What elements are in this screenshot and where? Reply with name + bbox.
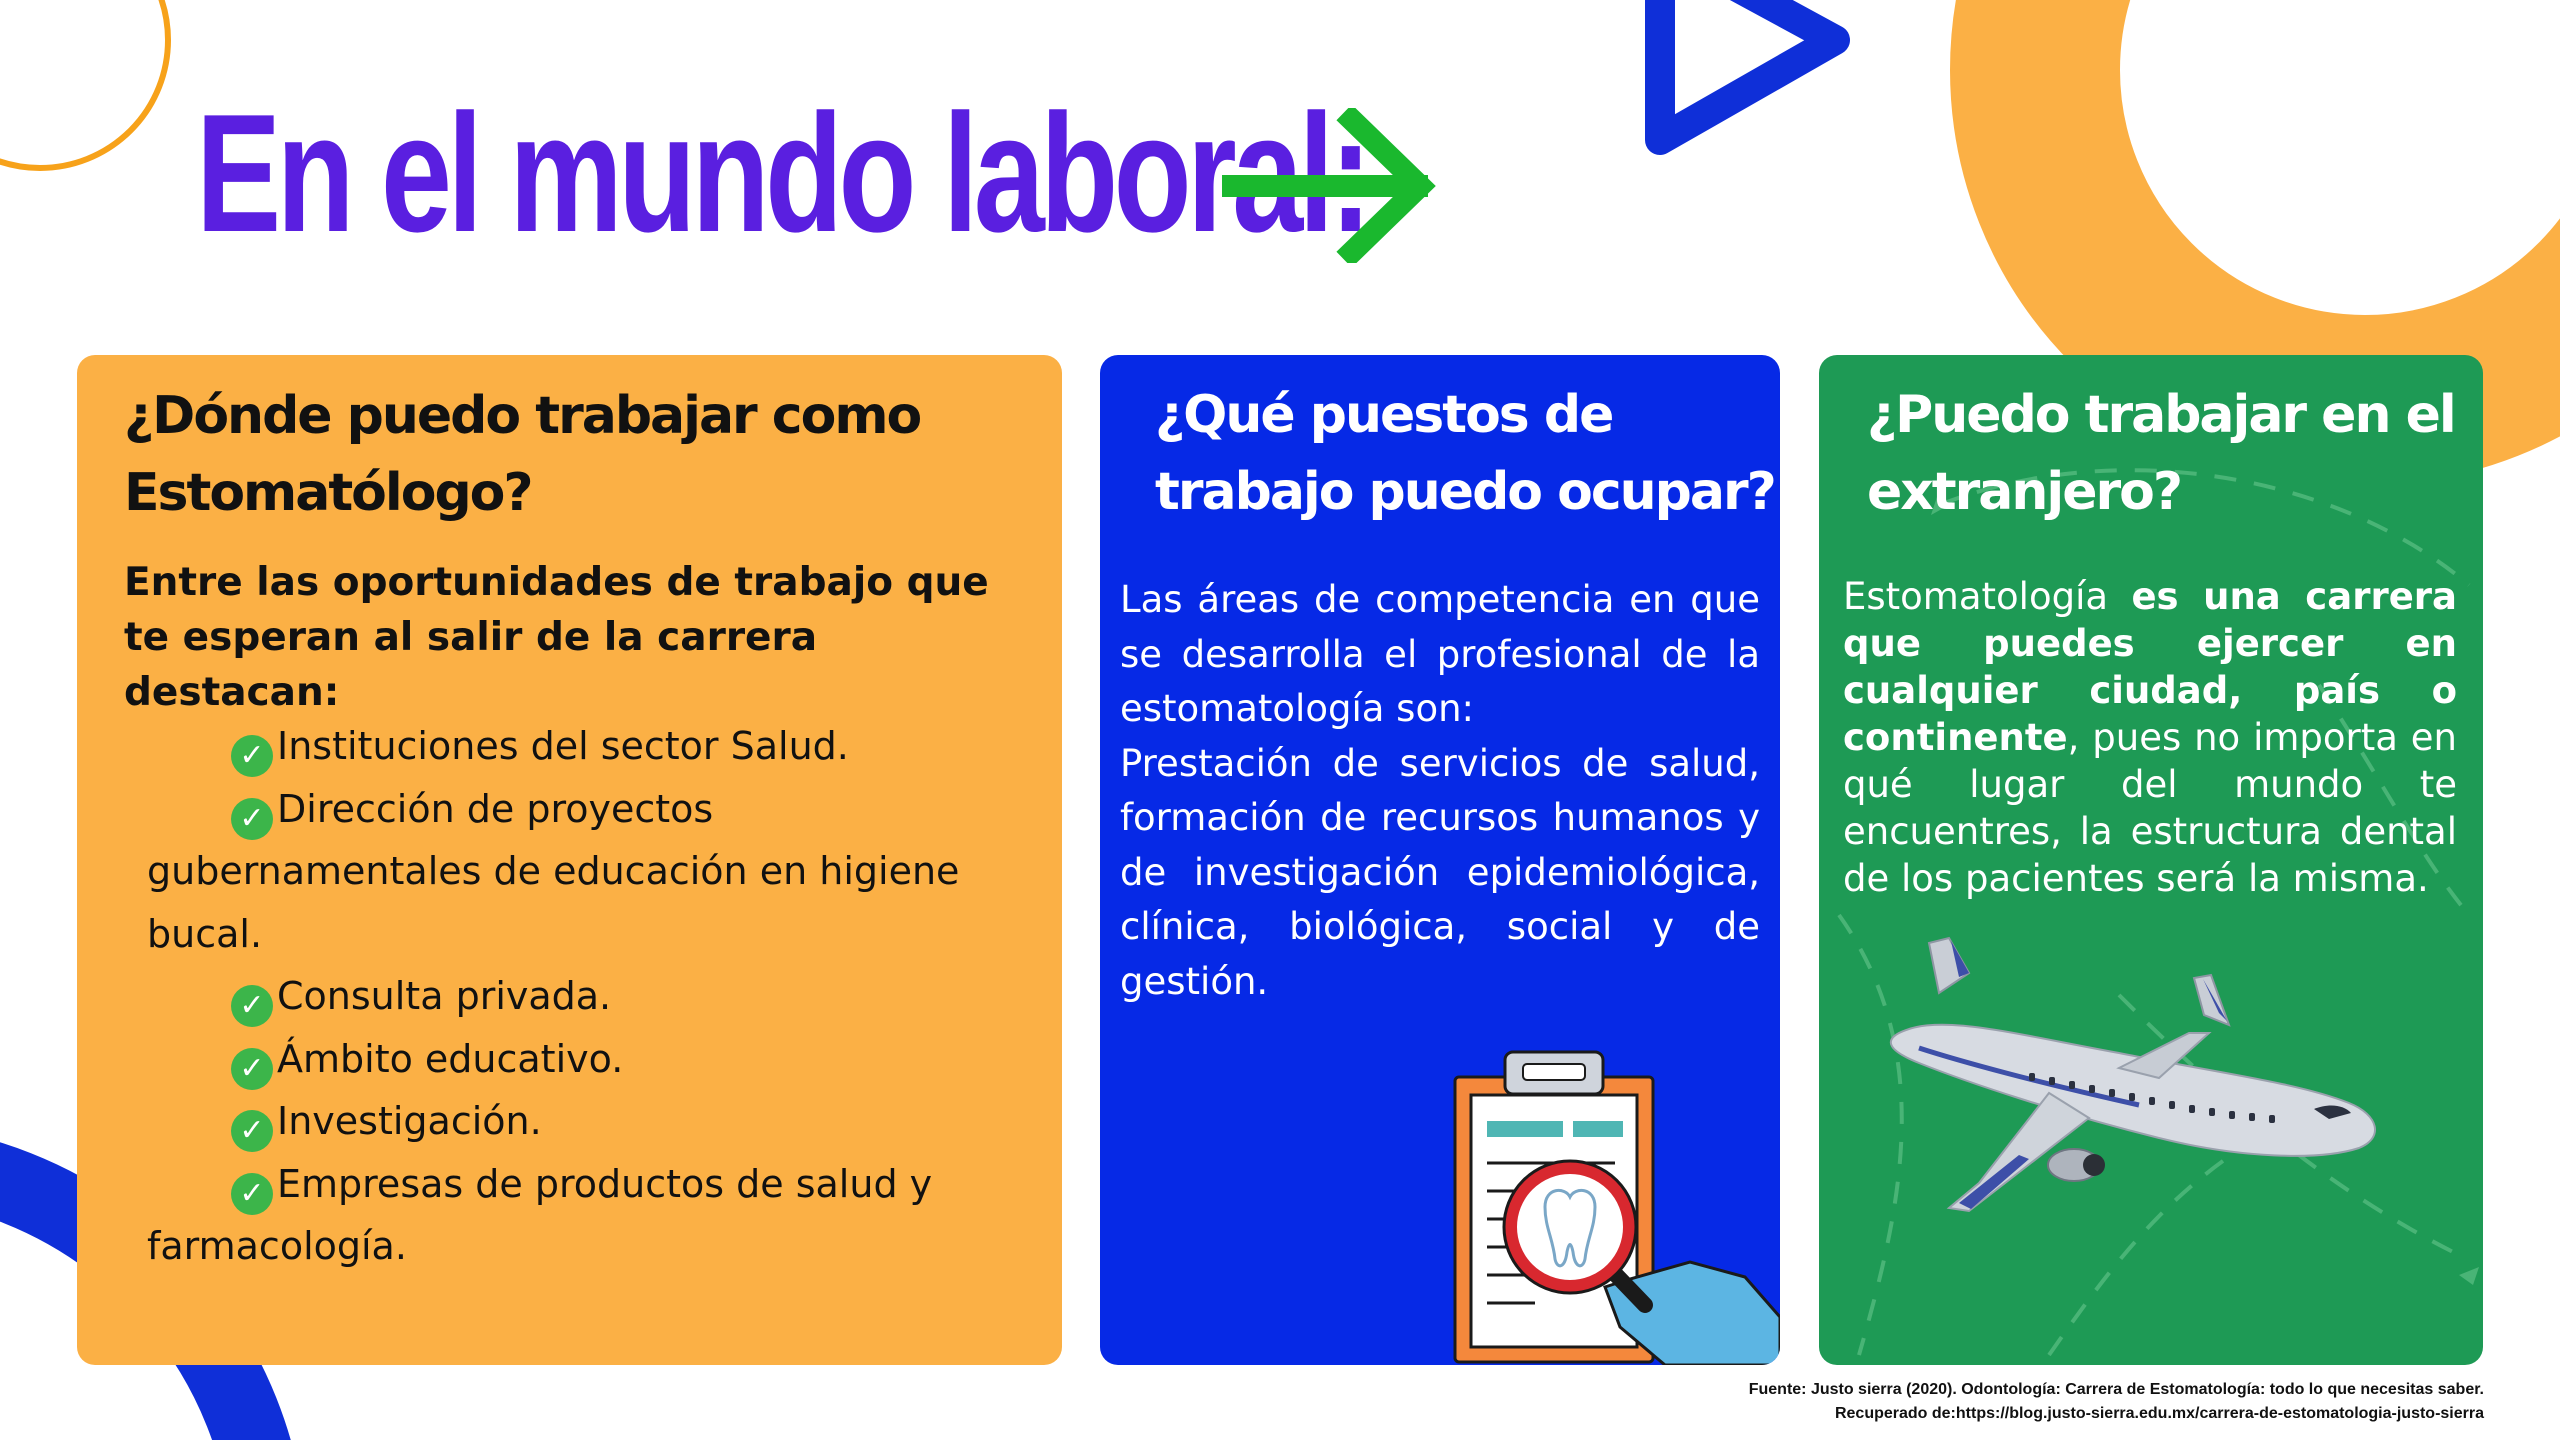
card-work-abroad xyxy=(1819,355,2483,1365)
check-mark-icon: ✓ xyxy=(231,1048,273,1090)
orange-ring-top-left xyxy=(0,0,168,168)
list-item: ✓ Consulta privada. xyxy=(147,965,1027,1028)
list-item: ✓ Ámbito educativo. xyxy=(147,1028,1027,1091)
source-line-1: Fuente: Justo sierra (2020). Odontología: Carrera de Estomatología: todo lo que necesitas saber. xyxy=(1748,1381,2484,1398)
list-item: ✓ Dirección de proyectos gubernamentales de educación en higiene bucal. xyxy=(147,786,960,956)
orange-ring-top-right xyxy=(2035,0,2560,400)
check-mark-icon: ✓ xyxy=(231,985,273,1027)
card-where-title: ¿Dónde puedo trabajar como Estomatólogo? xyxy=(124,386,921,523)
list-item: ✓ Investigación. xyxy=(147,1090,1027,1153)
card-positions-title: ¿Qué puestos de trabajo puedo ocupar? xyxy=(1155,385,1775,522)
source-citation xyxy=(1749,1378,2484,1426)
list-item: ✓ Instituciones del sector Salud. xyxy=(147,715,1027,778)
card-abroad-body: Estomatología es una carrera que puedes ejercer en cualquier ciudad, país o continente, pues no importa en qué lugar del mundo te encuentres, la estructura dental de los pacientes será la misma. xyxy=(1843,575,2458,900)
card-job-positions xyxy=(1100,355,1780,1365)
workplace-list xyxy=(147,715,1027,1278)
card-abroad-title: ¿Puedo trabajar en el extranjero? xyxy=(1867,385,2455,522)
check-mark-icon: ✓ xyxy=(231,1110,273,1152)
card-where-intro: Entre las oportunidades de trabajo que te esperan al salir de la carrera destacan: xyxy=(124,560,989,715)
card-where-to-work xyxy=(77,355,1062,1365)
source-line-2: Recuperado de:https://blog.justo-sierra.edu.mx/carrera-de-estomatologia-justo-sierra xyxy=(1834,1405,2484,1422)
card-positions-body xyxy=(1120,573,1760,1009)
list-item: ✓ Empresas de productos de salud y farmacología. xyxy=(147,1161,933,1268)
positions-paragraph-2: Prestación de servicios de salud, formación de recursos humanos y de investigación epidemiológica, clínica, biológica, social y de gestión. xyxy=(1120,741,1760,1003)
clipboard-tooth-magnifier-icon xyxy=(1445,1047,1780,1365)
positions-paragraph-1: Las áreas de competencia en que se desarrolla el profesional de la estomatología son: xyxy=(1120,578,1760,730)
play-triangle-icon xyxy=(1660,0,1835,140)
check-mark-icon: ✓ xyxy=(231,1173,273,1215)
airplane-icon xyxy=(1859,933,2419,1293)
abroad-highlight: es una carrera que puedes ejercer en cualquier ciudad, país o continente xyxy=(1843,575,2458,759)
page-title: En el mundo laboral: xyxy=(196,79,1368,267)
arrow-right-icon xyxy=(1222,108,1442,263)
check-mark-icon: ✓ xyxy=(231,735,273,777)
check-mark-icon: ✓ xyxy=(231,798,273,840)
